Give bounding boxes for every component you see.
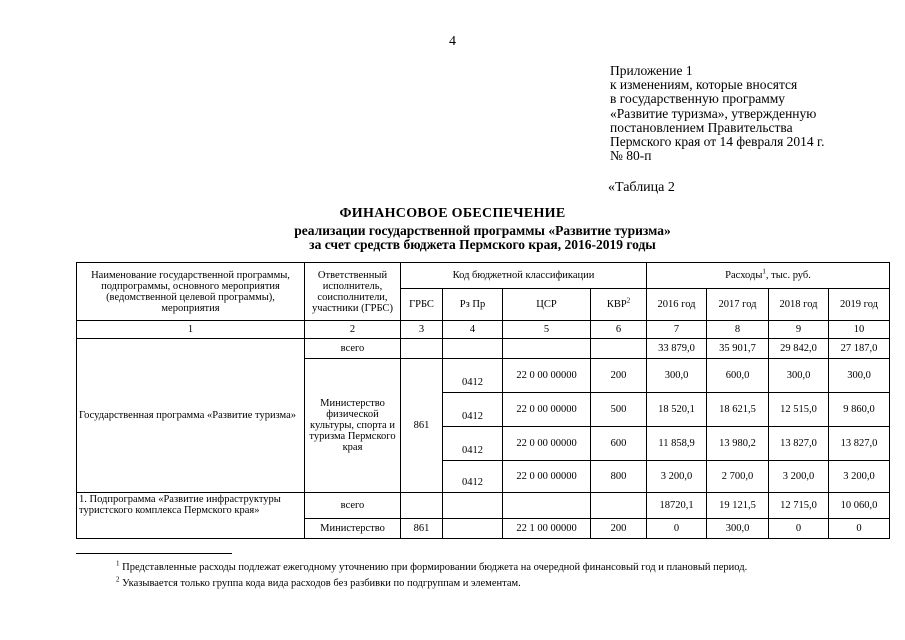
cell-csr: 22 0 00 00000 [503, 393, 591, 427]
header-2019: 2019 год [829, 289, 890, 321]
table-label: «Таблица 2 [608, 180, 675, 195]
cell-2018: 0 [769, 519, 829, 539]
cell-2018: 3 200,0 [769, 461, 829, 493]
cell-csr [503, 339, 591, 359]
expenses-unit: , тыс. руб. [765, 270, 811, 281]
cell-csr: 22 1 00 00000 [503, 519, 591, 539]
subprogram-total-label: всего [305, 493, 401, 519]
cell-2016: 18720,1 [647, 493, 707, 519]
appendix-line: в государственную программу [610, 91, 786, 107]
cell-csr [503, 493, 591, 519]
footnote-2-mark: 2 [116, 575, 120, 584]
page-number: 4 [449, 34, 456, 49]
cell-2017: 2 700,0 [707, 461, 769, 493]
table-row [77, 493, 890, 519]
header-rzpr: Рз Пр [443, 289, 503, 321]
col-number: 4 [443, 321, 503, 339]
cell-2019: 9 860,0 [829, 393, 890, 427]
cell-rzpr [443, 493, 503, 519]
col-number: 9 [769, 321, 829, 339]
cell-2019: 13 827,0 [829, 427, 890, 461]
col-number: 7 [647, 321, 707, 339]
cell-2018: 300,0 [769, 359, 829, 393]
cell-2017: 13 980,2 [707, 427, 769, 461]
appendix-line: Пермского края от 14 февраля 2014 г. [610, 134, 825, 150]
col-number: 3 [401, 321, 443, 339]
appendix-line: постановлением Правительства [610, 119, 793, 135]
cell-2018: 12 515,0 [769, 393, 829, 427]
financial-table [76, 262, 890, 539]
subtitle-line-2: за счет средств бюджета Пермского края, 2016-2019 годы [309, 237, 656, 252]
cell-rzpr: 0412 [443, 461, 503, 493]
col-number: 6 [591, 321, 647, 339]
cell-2019: 3 200,0 [829, 461, 890, 493]
header-2016: 2016 год [647, 289, 707, 321]
appendix-line: № 80-п [610, 148, 652, 164]
cell-csr: 22 0 00 00000 [503, 427, 591, 461]
footnote-1-text: Представленные расходы подлежат ежегодному уточнению при формировании бюджета на очередной финансовый год и плановый период. [122, 562, 748, 573]
subprogram-name: 1. Подпрограмма «Развитие инфраструктуры туристского комплекса Пермского края» [77, 493, 305, 539]
cell-2019: 27 187,0 [829, 339, 890, 359]
appendix-line: «Развитие туризма», утвержденную [610, 105, 817, 121]
cell-2018: 13 827,0 [769, 427, 829, 461]
header-code-group: Код бюджетной классификации [401, 263, 647, 289]
subprogram-ministry: Министерство [305, 519, 401, 539]
header-kvr [591, 289, 647, 321]
cell-kvr: 800 [591, 461, 647, 493]
subtitle-line-1: реализации государственной программы «Развитие туризма» [294, 223, 671, 238]
cell-2017: 300,0 [707, 519, 769, 539]
column-number-row [77, 321, 890, 339]
cell-2017: 35 901,7 [707, 339, 769, 359]
cell-2016: 18 520,1 [647, 393, 707, 427]
cell-grbs [401, 493, 443, 519]
col-number: 2 [305, 321, 401, 339]
cell-2016: 3 200,0 [647, 461, 707, 493]
cell-2018: 12 715,0 [769, 493, 829, 519]
cell-rzpr: 0412 [443, 427, 503, 461]
document-subtitle [30, 224, 905, 252]
footnote-2-text: Указывается только группа кода вида расходов без разбивки по подгруппам и элементам. [122, 578, 521, 589]
cell-rzpr [443, 519, 503, 539]
cell-rzpr [443, 339, 503, 359]
kvr-label: КВР [606, 299, 627, 310]
cell-2017: 19 121,5 [707, 493, 769, 519]
expenses-label: Расходы [725, 270, 763, 281]
cell-grbs [401, 339, 443, 359]
cell-rzpr: 0412 [443, 359, 503, 393]
cell-kvr [591, 493, 647, 519]
cell-2016: 11 858,9 [647, 427, 707, 461]
cell-2017: 18 621,5 [707, 393, 769, 427]
cell-kvr [591, 339, 647, 359]
cell-rzpr: 0412 [443, 393, 503, 427]
header-2018: 2018 год [769, 289, 829, 321]
cell-2019: 10 060,0 [829, 493, 890, 519]
footnote-mark-1: 1 [762, 267, 766, 276]
subprogram-grbs: 861 [401, 519, 443, 539]
program-name: Государственная программа «Развитие туризма» [77, 339, 305, 493]
program-total-label: всего [305, 339, 401, 359]
col-number: 1 [77, 321, 305, 339]
appendix-line: к изменениям, которые вносятся [610, 77, 798, 93]
header-csr: ЦСР [503, 289, 591, 321]
appendix-note [610, 64, 824, 163]
header-expenses-group [647, 263, 890, 289]
cell-kvr: 200 [591, 519, 647, 539]
header-responsible: Ответственный исполнитель, соисполнители, участники (ГРБС) [305, 263, 401, 321]
cell-2019: 0 [829, 519, 890, 539]
cell-2016: 300,0 [647, 359, 707, 393]
appendix-line: Приложение 1 [610, 63, 693, 78]
cell-2019: 300,0 [829, 359, 890, 393]
header-name: Наименование государственной программы, подпрограммы, основного мероприятия (ведомственной целевой программы), мероприятия [77, 263, 305, 321]
cell-kvr: 600 [591, 427, 647, 461]
footnote-divider [76, 553, 232, 554]
cell-csr: 22 0 00 00000 [503, 359, 591, 393]
header-grbs: ГРБС [401, 289, 443, 321]
cell-csr: 22 0 00 00000 [503, 461, 591, 493]
header-2017: 2017 год [707, 289, 769, 321]
cell-2016: 33 879,0 [647, 339, 707, 359]
footnote-1 [116, 559, 748, 573]
cell-2017: 600,0 [707, 359, 769, 393]
footnote-2 [116, 575, 521, 589]
col-number: 8 [707, 321, 769, 339]
cell-2018: 29 842,0 [769, 339, 829, 359]
cell-kvr: 200 [591, 359, 647, 393]
program-ministry: Министерство физической культуры, спорта и туризма Пермского края [305, 359, 401, 493]
col-number: 5 [503, 321, 591, 339]
footnote-1-mark: 1 [116, 559, 120, 568]
program-grbs: 861 [401, 359, 443, 493]
cell-2016: 0 [647, 519, 707, 539]
document-title: ФИНАНСОВОЕ ОБЕСПЕЧЕНИЕ [339, 206, 566, 221]
footnote-mark-2: 2 [626, 296, 631, 305]
cell-kvr: 500 [591, 393, 647, 427]
col-number: 10 [829, 321, 890, 339]
table-row [77, 339, 890, 359]
